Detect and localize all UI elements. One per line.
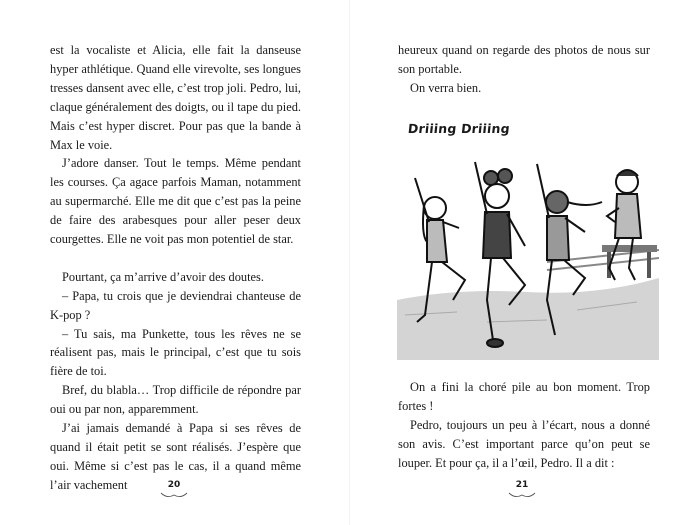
dancing-kids-illustration [397, 150, 659, 360]
sound-effect-heading: Driiing Driiing [407, 121, 511, 136]
paragraph-continued: heureux quand on regarde des photos de nous sur son portable. [398, 43, 650, 76]
paragraph-6: Bref, du blabla… Trop difficile de répondre par oui ou par non, apparemment. [50, 383, 301, 417]
left-text-column [50, 41, 301, 495]
page-number: 20 [167, 480, 181, 490]
dialogue-question: – Papa, tu crois que je deviendrai chanteuse de K-pop ? [50, 288, 301, 322]
page-number: 21 [515, 480, 529, 490]
flourish-ornament-icon [508, 492, 536, 499]
left-folio [144, 480, 204, 499]
flourish-ornament-icon [160, 492, 188, 499]
right-folio [492, 480, 552, 499]
paragraph-chore: On a fini la choré pile au bon moment. Trop fortes ! [398, 380, 650, 413]
paragraph-3: Pourtant, ça m’arrive d’avoir des doutes. [62, 269, 264, 284]
paragraph-1: est la vocaliste et Alicia, elle fait la danseuse hyper athlétique. Quand elle virevolte, ses longues tresses dansent avec elle, c’est trop joli. Pedro, lui, claque généralement des doigts, ou il tape du pied. Mais c’est hyper discret. Pour pas que la bande à Max le voie. [50, 43, 301, 152]
paragraph-7: J’ai jamais demandé à Papa si ses rêves de quand il était petit se sont réalisés. J’espère que oui. Même si c’est pas le cas, il a quand même l’air vachement [50, 421, 301, 492]
paragraph-2: J’adore danser. Tout le temps. Même pendant les courses. Ça agace parfois Maman, notamment au supermarché. Elle me dit que c’est pas la peine de faire des arabesques pour aller peser deux courgettes. Elle ne voit pas mon potentiel de star. [50, 156, 301, 247]
right-text-bottom [398, 378, 650, 473]
paragraph-pedro: Pedro, toujours un peu à l’écart, nous a donné son avis. C’est important parce qu’on peut se louper. Et pour ça, il a l’œil, Pedro. Il a dit : [398, 417, 650, 470]
right-page [350, 0, 700, 525]
paragraph-on-verra: On verra bien. [410, 80, 482, 95]
dialogue-answer: – Tu sais, ma Punkette, tous les rêves ne se réalisent pas, mais le principal, c’est que tu sois fière de toi. [50, 326, 301, 379]
right-text-top [398, 41, 650, 98]
